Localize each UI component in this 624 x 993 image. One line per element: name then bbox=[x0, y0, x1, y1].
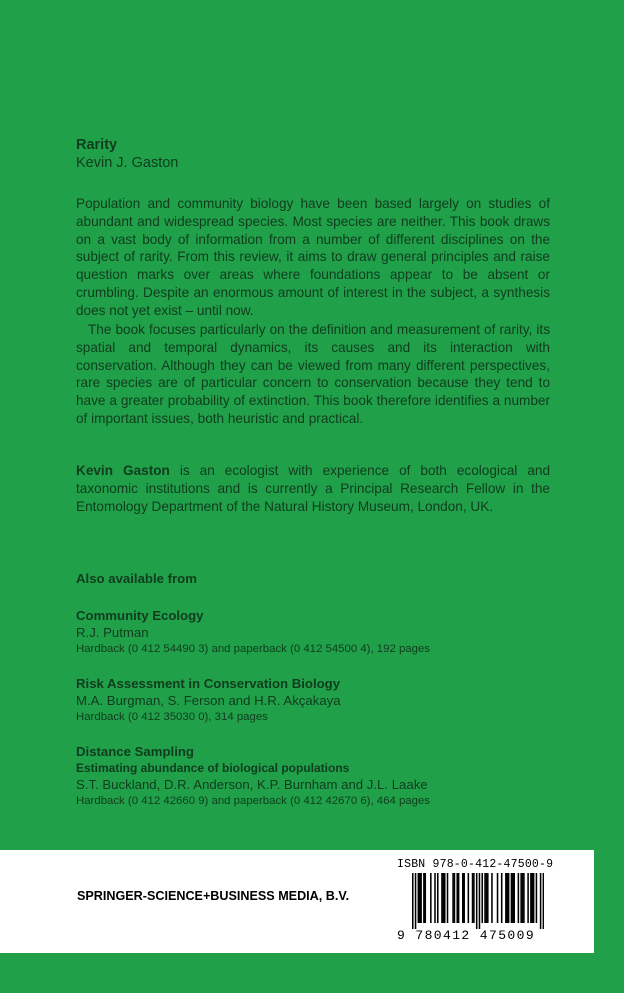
barcode-bar bbox=[523, 873, 525, 923]
barcode-bar bbox=[540, 873, 542, 929]
barcode-bar bbox=[420, 873, 422, 923]
description-paragraph-1: Population and community biology have been based largely on studies of abundant and widespread species. Most species are neither. This book draws on a vast body of information from a number of different disciplines on the subject of rarity. From this review, it aims to draw general principles and raise question marks over areas where foundations appear to be absent or crumbling. Despite an enormous amount of interest in the subject, a synthesis does not yet exist – until now. bbox=[76, 196, 550, 318]
related-book-title: Risk Assessment in Conservation Biology bbox=[76, 676, 341, 691]
barcode-bar bbox=[486, 873, 488, 923]
barcode-bar bbox=[444, 873, 446, 923]
barcode-bar bbox=[513, 873, 515, 923]
barcode-bar bbox=[536, 873, 538, 923]
barcode-bar bbox=[425, 873, 427, 923]
barcode-bar bbox=[472, 873, 474, 923]
publisher-name: SPRINGER-SCIENCE+BUSINESS MEDIA, B.V. bbox=[77, 889, 350, 903]
barcode-bar bbox=[518, 873, 520, 923]
barcode-bar bbox=[462, 873, 464, 923]
ean-number: 9 780412 475009 bbox=[397, 928, 536, 943]
barcode-bar bbox=[412, 873, 414, 929]
also-available-heading: Also available from bbox=[76, 571, 197, 586]
barcode-bar bbox=[508, 873, 510, 923]
barcode-bar bbox=[543, 873, 544, 929]
author-bio bbox=[76, 462, 550, 515]
barcode-bar bbox=[512, 873, 514, 923]
related-book-distance-sampling bbox=[76, 743, 556, 809]
related-book-authors: R.J. Putman bbox=[76, 625, 149, 640]
barcode-bar bbox=[415, 873, 417, 929]
barcode-bar bbox=[530, 873, 532, 923]
barcode-bar bbox=[468, 873, 470, 923]
barcode-bar bbox=[487, 873, 489, 923]
barcode-bar bbox=[443, 873, 445, 923]
barcode-bar bbox=[527, 873, 529, 923]
barcode-bar bbox=[454, 873, 456, 923]
related-book-title: Distance Sampling bbox=[76, 744, 194, 759]
related-book-title: Community Ecology bbox=[76, 608, 204, 623]
barcode-bar bbox=[441, 873, 443, 923]
author-bio-name: Kevin Gaston bbox=[76, 463, 170, 478]
related-book-community-ecology bbox=[76, 607, 556, 657]
barcode-bar bbox=[473, 873, 475, 923]
related-book-authors: S.T. Buckland, D.R. Anderson, K.P. Burnham and J.L. Laake bbox=[76, 777, 428, 792]
related-book-details: Hardback (0 412 42660 9) and paperback (0 412 42670 6), 464 pages bbox=[76, 795, 430, 807]
barcode-bar bbox=[501, 873, 503, 923]
isbn-text: ISBN 978-0-412-47500-9 bbox=[397, 858, 554, 871]
barcode-bar bbox=[476, 873, 478, 929]
barcode-bar bbox=[418, 873, 420, 923]
related-book-risk-assessment bbox=[76, 675, 556, 725]
barcode-bar bbox=[437, 873, 439, 923]
barcode-bar bbox=[423, 873, 425, 923]
barcode-bar bbox=[520, 873, 522, 923]
barcode-bar bbox=[458, 873, 460, 923]
barcode-bar bbox=[533, 873, 535, 923]
barcode-bar bbox=[506, 873, 508, 923]
related-book-details: Hardback (0 412 35030 0), 314 pages bbox=[76, 711, 268, 723]
footer-panel bbox=[0, 850, 594, 953]
barcode-bar bbox=[497, 873, 499, 923]
barcode-bar bbox=[491, 873, 493, 923]
barcode-bar bbox=[447, 873, 449, 923]
barcode-bar bbox=[484, 873, 486, 923]
barcode-bar bbox=[430, 873, 432, 923]
description-paragraph-2: The book focuses particularly on the definition and measurement of rarity, its spatial and temporal dynamics, its causes and its interaction with conservation. Although they can be viewed from many different perspectives, rare species are of particular concern to conservation because they tend to have a greater probability of extinction. This book therefore identifies a number of important issues, both heuristic and practical. bbox=[76, 322, 550, 426]
related-book-subtitle: Estimating abundance of biological populations bbox=[76, 761, 350, 775]
book-author: Kevin J. Gaston bbox=[76, 155, 179, 171]
author-bio-text: is an ecologist with experience of both ecological and taxonomic institutions and is currently a Principal Research Fellow in the Entomology Department of the Natural History Museum, London, UK. bbox=[76, 463, 550, 514]
barcode-bar bbox=[452, 873, 454, 923]
barcode-bar bbox=[531, 873, 533, 923]
barcode-bar bbox=[456, 873, 458, 923]
book-title: Rarity bbox=[76, 137, 118, 153]
barcode-bar bbox=[511, 873, 513, 923]
barcode-bar bbox=[481, 873, 483, 923]
barcode-bar bbox=[434, 873, 436, 923]
barcode-icon bbox=[412, 873, 544, 929]
barcode-bar bbox=[419, 873, 421, 923]
related-book-details: Hardback (0 412 54490 3) and paperback (0 412 54500 4), 192 pages bbox=[76, 643, 430, 655]
barcode-bar bbox=[479, 873, 481, 929]
barcode-bar bbox=[522, 873, 524, 923]
related-book-authors: M.A. Burgman, S. Ferson and H.R. Akçakaya bbox=[76, 693, 341, 708]
barcode-bar bbox=[463, 873, 465, 923]
barcode-bar bbox=[505, 873, 507, 923]
